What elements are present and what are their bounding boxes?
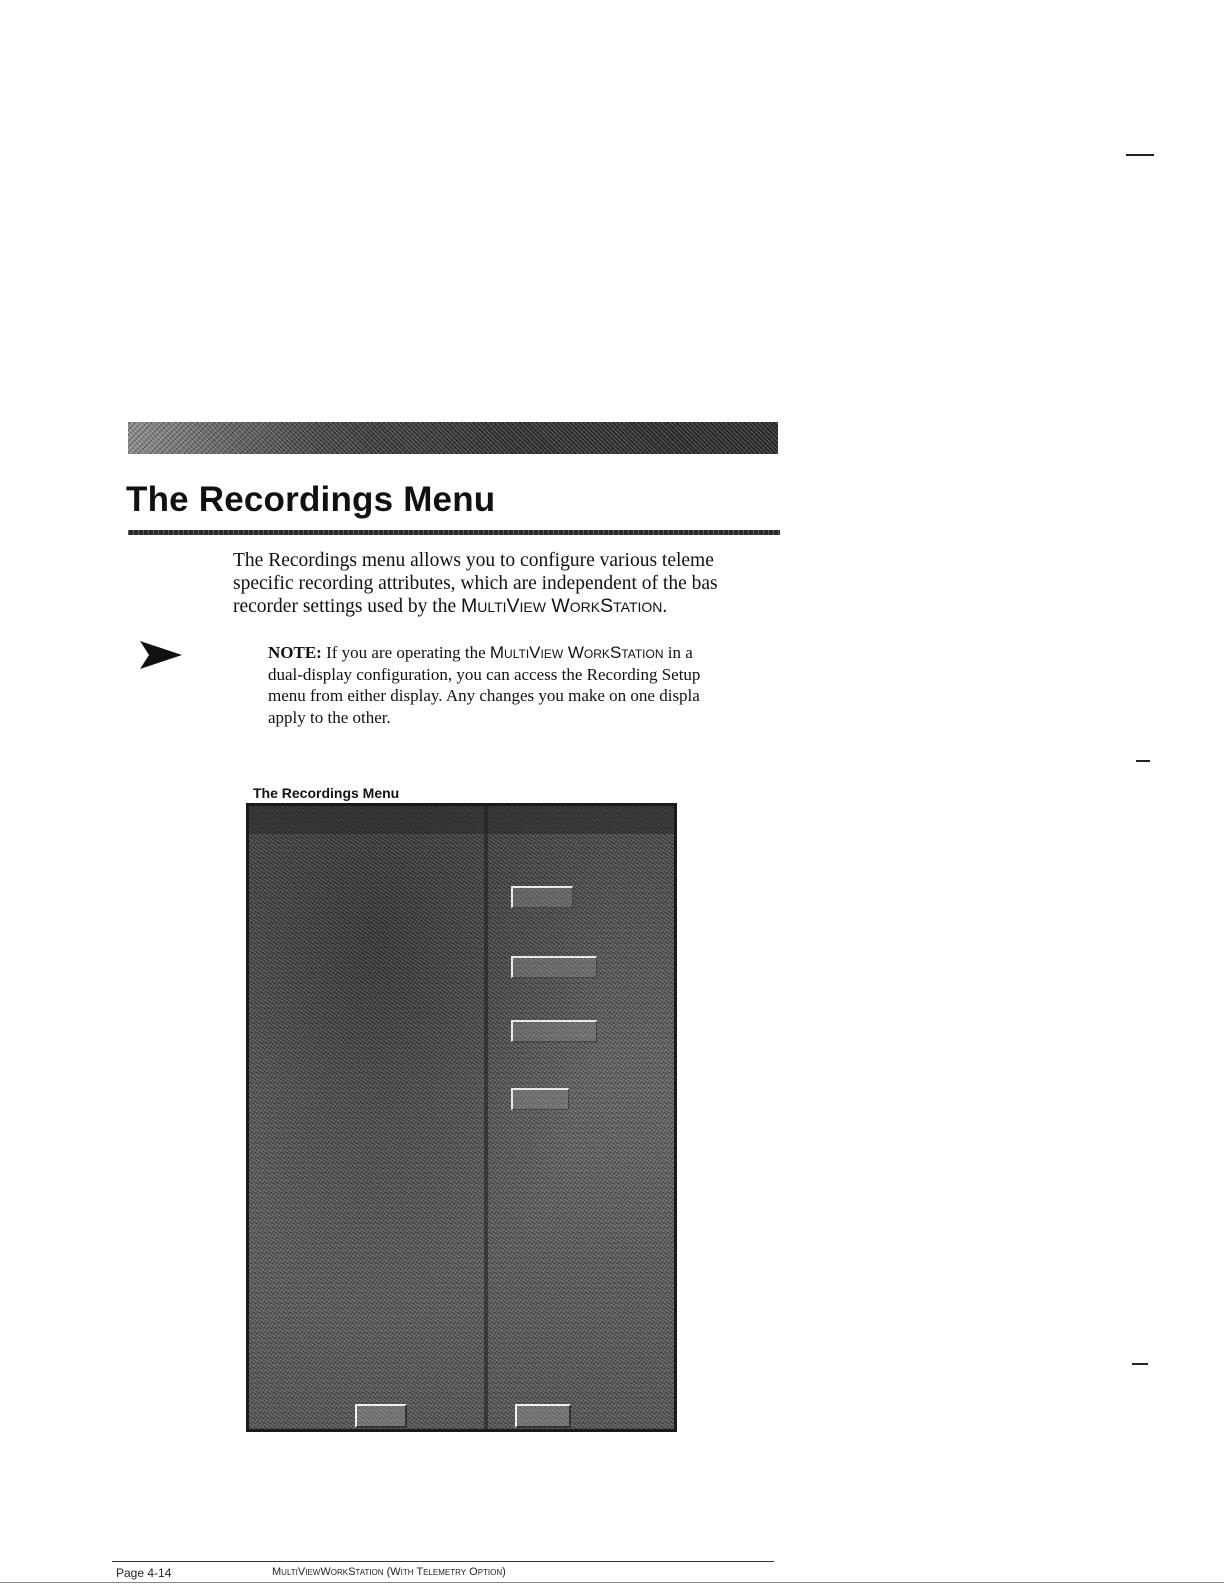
intro-line-2: specific recording attributes, which are independent of the bas xyxy=(233,573,718,594)
note-line-3: menu from either display. Any changes you make on one displa xyxy=(268,686,700,705)
note-line-1 xyxy=(268,642,780,664)
note-block xyxy=(268,642,780,728)
intro-line-3 xyxy=(233,595,778,618)
screenshot-title-bar xyxy=(249,806,674,834)
note-line-1-end: in a xyxy=(663,643,693,662)
margin-mark-2 xyxy=(1136,760,1150,762)
section-banner xyxy=(128,422,778,454)
intro-line-1: The Recordings menu allows you to configure various teleme xyxy=(233,550,714,571)
screenshot-column-divider xyxy=(484,806,488,1429)
screenshot-field-4 xyxy=(511,1088,569,1110)
section-title: The Recordings Menu xyxy=(126,480,496,519)
intro-line-3-end: . xyxy=(662,596,668,617)
note-arrow-icon xyxy=(140,640,182,670)
figure-caption: The Recordings Menu xyxy=(253,785,400,801)
footer-product: MultiViewWorkStation (With Telemetry Option) xyxy=(272,1566,506,1578)
screenshot-field-3 xyxy=(511,1020,597,1042)
margin-mark-1 xyxy=(1126,154,1154,156)
intro-paragraph xyxy=(233,549,778,618)
note-product-name: MultiView WorkStation xyxy=(489,643,664,662)
note-line-2: dual-display configuration, you can access the Recording Setup xyxy=(268,664,701,684)
recordings-menu-screenshot xyxy=(246,803,677,1432)
note-line-4: apply to the other. xyxy=(268,707,391,727)
screenshot-button-left xyxy=(355,1404,407,1428)
note-label: NOTE: xyxy=(268,643,322,662)
margin-mark-3 xyxy=(1132,1363,1148,1365)
footer-rule xyxy=(112,1561,774,1562)
screenshot-field-2 xyxy=(511,956,597,978)
screenshot-field-1 xyxy=(511,886,573,908)
page-bottom-edge xyxy=(0,1582,1224,1583)
footer-page-number: Page 4-14 xyxy=(116,1566,172,1580)
intro-line-3-text: recorder settings used by the xyxy=(233,596,461,617)
note-line-1-text: If you are operating the xyxy=(321,643,490,662)
screenshot-button-right xyxy=(515,1404,571,1428)
product-name: MultiView WorkStation xyxy=(460,595,663,617)
title-rule xyxy=(128,530,780,535)
